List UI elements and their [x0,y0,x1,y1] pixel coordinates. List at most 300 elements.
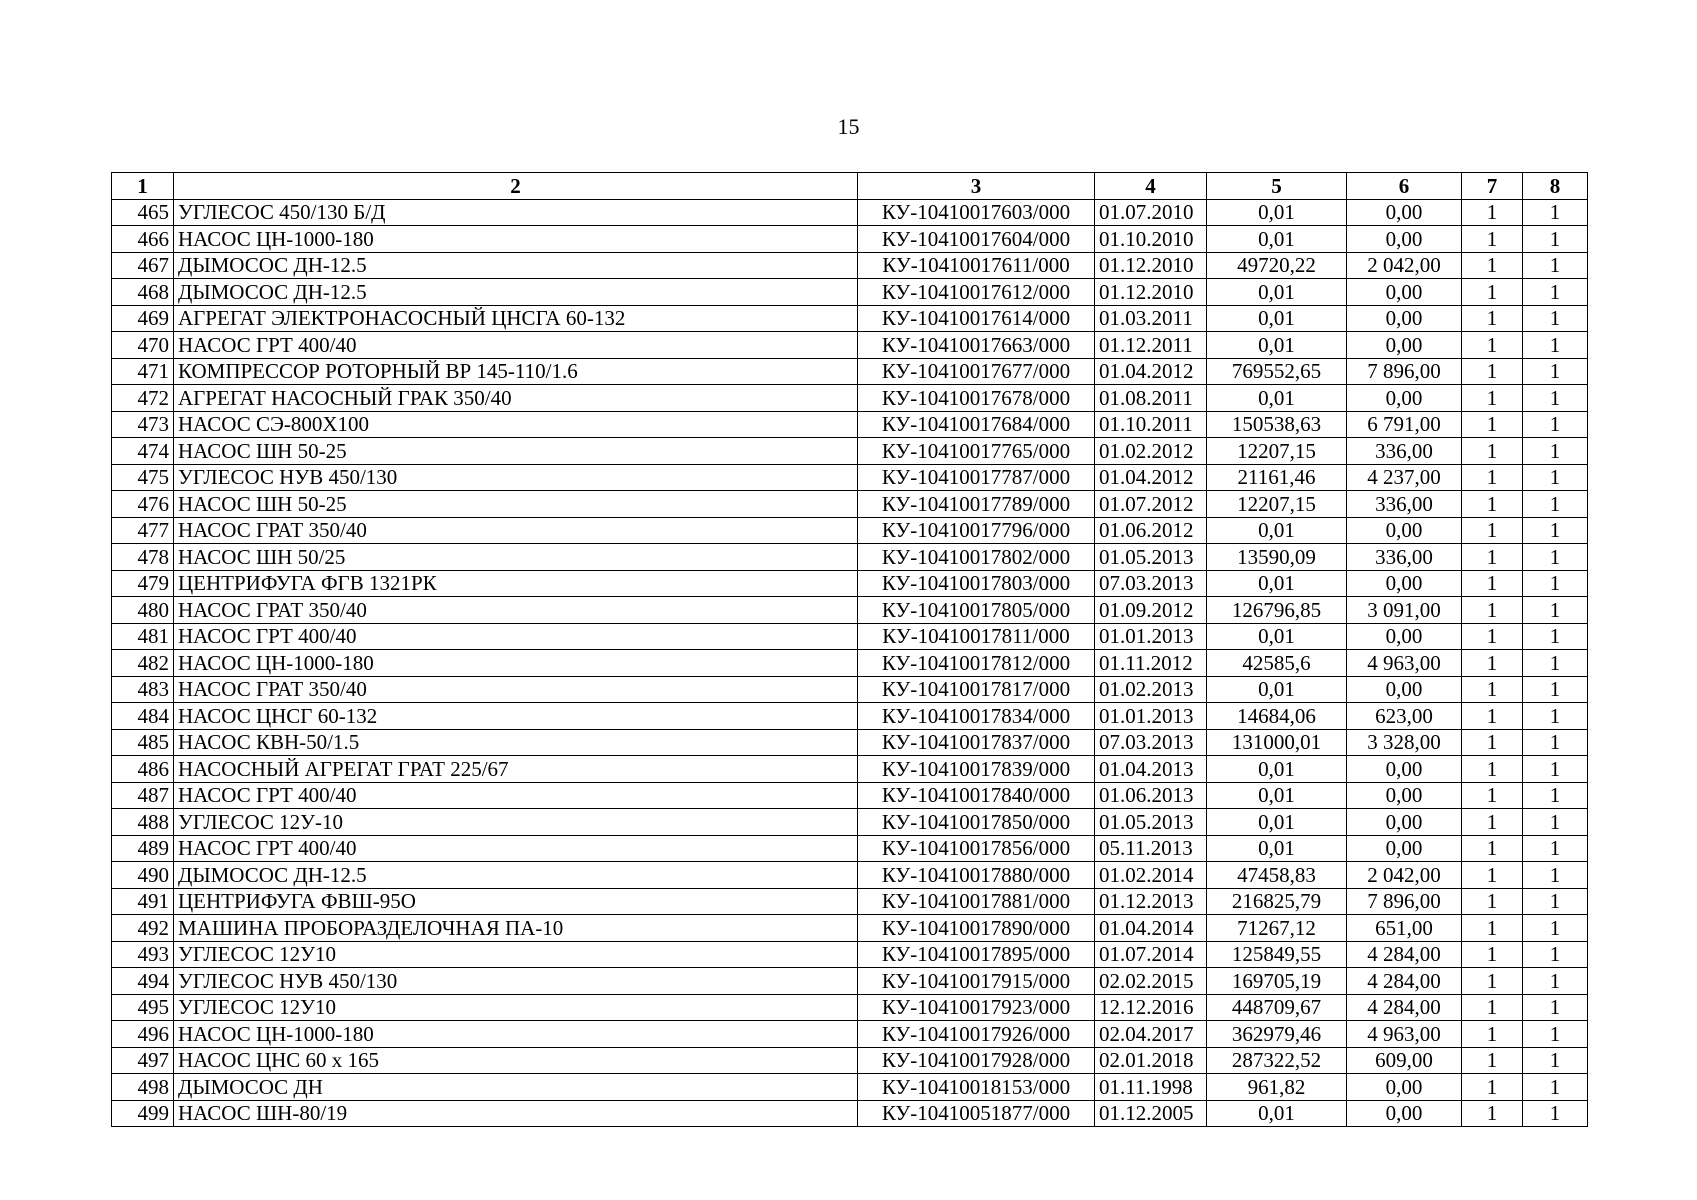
inventory-code-cell: КУ-10410017614/000 [858,305,1095,332]
date-cell: 01.12.2010 [1095,279,1207,306]
value-col6-cell: 0,00 [1347,623,1462,650]
value-col7-cell: 1 [1462,756,1523,783]
item-name-cell: УГЛЕСОС 12У10 [174,994,858,1021]
row-number-cell: 491 [112,888,174,915]
value-col7-cell: 1 [1462,1047,1523,1074]
date-cell: 01.11.1998 [1095,1074,1207,1101]
inventory-code-cell: КУ-10410051877/000 [858,1100,1095,1127]
value-col8-cell: 1 [1523,517,1588,544]
value-col5-cell: 0,01 [1207,226,1347,253]
table-row [112,411,1588,438]
value-col7-cell: 1 [1462,491,1523,518]
value-col6-cell: 336,00 [1347,491,1462,518]
table-row [112,438,1588,465]
row-number-cell: 471 [112,358,174,385]
value-col5-cell: 42585,6 [1207,650,1347,677]
value-col5-cell: 12207,15 [1207,438,1347,465]
column-header: 1 [112,173,174,200]
item-name-cell: УГЛЕСОС 450/130 Б/Д [174,199,858,226]
value-col8-cell: 1 [1523,756,1588,783]
item-name-cell: УГЛЕСОС НУВ 450/130 [174,968,858,995]
column-header: 5 [1207,173,1347,200]
inventory-table [111,172,1588,1127]
item-name-cell: НАСОС ГРТ 400/40 [174,782,858,809]
row-number-cell: 490 [112,862,174,889]
table-row [112,544,1588,571]
value-col7-cell: 1 [1462,1021,1523,1048]
item-name-cell: МАШИНА ПРОБОРАЗДЕЛОЧНАЯ ПА-10 [174,915,858,942]
value-col8-cell: 1 [1523,491,1588,518]
inventory-code-cell: КУ-10410017923/000 [858,994,1095,1021]
value-col7-cell: 1 [1462,915,1523,942]
value-col6-cell: 0,00 [1347,782,1462,809]
value-col8-cell: 1 [1523,703,1588,730]
table-row [112,517,1588,544]
date-cell: 01.04.2012 [1095,358,1207,385]
inventory-code-cell: КУ-10410018153/000 [858,1074,1095,1101]
row-number-cell: 475 [112,464,174,491]
value-col5-cell: 21161,46 [1207,464,1347,491]
date-cell: 01.02.2014 [1095,862,1207,889]
row-number-cell: 483 [112,676,174,703]
item-name-cell: ДЫМОСОС ДН-12.5 [174,252,858,279]
value-col7-cell: 1 [1462,941,1523,968]
inventory-code-cell: КУ-10410017812/000 [858,650,1095,677]
table-body [112,199,1588,1127]
value-col7-cell: 1 [1462,464,1523,491]
value-col6-cell: 0,00 [1347,570,1462,597]
value-col6-cell: 4 284,00 [1347,941,1462,968]
value-col6-cell: 4 963,00 [1347,650,1462,677]
row-number-cell: 470 [112,332,174,359]
value-col6-cell: 651,00 [1347,915,1462,942]
value-col7-cell: 1 [1462,517,1523,544]
value-col7-cell: 1 [1462,729,1523,756]
table-row [112,968,1588,995]
value-col8-cell: 1 [1523,809,1588,836]
date-cell: 01.12.2013 [1095,888,1207,915]
item-name-cell: АГРЕГАТ ЭЛЕКТРОНАСОСНЫЙ ЦНСГА 60-132 [174,305,858,332]
item-name-cell: ДЫМОСОС ДН [174,1074,858,1101]
date-cell: 07.03.2013 [1095,729,1207,756]
value-col5-cell: 0,01 [1207,570,1347,597]
date-cell: 01.05.2013 [1095,809,1207,836]
value-col8-cell: 1 [1523,199,1588,226]
row-number-cell: 466 [112,226,174,253]
table-row [112,1100,1588,1127]
value-col5-cell: 49720,22 [1207,252,1347,279]
table-row [112,676,1588,703]
value-col8-cell: 1 [1523,968,1588,995]
inventory-code-cell: КУ-10410017663/000 [858,332,1095,359]
table-row [112,491,1588,518]
value-col8-cell: 1 [1523,411,1588,438]
value-col6-cell: 0,00 [1347,1100,1462,1127]
inventory-code-cell: КУ-10410017796/000 [858,517,1095,544]
value-col6-cell: 0,00 [1347,279,1462,306]
date-cell: 01.11.2012 [1095,650,1207,677]
date-cell: 01.03.2011 [1095,305,1207,332]
value-col6-cell: 4 237,00 [1347,464,1462,491]
row-number-cell: 467 [112,252,174,279]
inventory-code-cell: КУ-10410017850/000 [858,809,1095,836]
inventory-code-cell: КУ-10410017603/000 [858,199,1095,226]
table-row [112,332,1588,359]
value-col6-cell: 3 091,00 [1347,597,1462,624]
table-row [112,703,1588,730]
table-row [112,915,1588,942]
date-cell: 01.04.2014 [1095,915,1207,942]
inventory-code-cell: КУ-10410017803/000 [858,570,1095,597]
value-col7-cell: 1 [1462,199,1523,226]
value-col8-cell: 1 [1523,226,1588,253]
table-row [112,782,1588,809]
value-col8-cell: 1 [1523,729,1588,756]
inventory-code-cell: КУ-10410017802/000 [858,544,1095,571]
item-name-cell: ЦЕНТРИФУГА ФГВ 1321РК [174,570,858,597]
value-col7-cell: 1 [1462,623,1523,650]
value-col7-cell: 1 [1462,544,1523,571]
inventory-code-cell: КУ-10410017834/000 [858,703,1095,730]
value-col5-cell: 13590,09 [1207,544,1347,571]
row-number-cell: 477 [112,517,174,544]
column-header: 6 [1347,173,1462,200]
date-cell: 01.02.2013 [1095,676,1207,703]
row-number-cell: 469 [112,305,174,332]
item-name-cell: КОМПРЕССОР РОТОРНЫЙ ВР 145-110/1.6 [174,358,858,385]
inventory-code-cell: КУ-10410017856/000 [858,835,1095,862]
date-cell: 01.07.2014 [1095,941,1207,968]
inventory-code-cell: КУ-10410017895/000 [858,941,1095,968]
value-col6-cell: 609,00 [1347,1047,1462,1074]
date-cell: 07.03.2013 [1095,570,1207,597]
inventory-code-cell: КУ-10410017926/000 [858,1021,1095,1048]
value-col6-cell: 0,00 [1347,226,1462,253]
value-col7-cell: 1 [1462,411,1523,438]
value-col7-cell: 1 [1462,782,1523,809]
row-number-cell: 496 [112,1021,174,1048]
item-name-cell: НАСОС ШН 50-25 [174,491,858,518]
row-number-cell: 494 [112,968,174,995]
inventory-code-cell: КУ-10410017837/000 [858,729,1095,756]
row-number-cell: 481 [112,623,174,650]
row-number-cell: 474 [112,438,174,465]
column-header: 4 [1095,173,1207,200]
value-col7-cell: 1 [1462,597,1523,624]
date-cell: 02.01.2018 [1095,1047,1207,1074]
table-row [112,941,1588,968]
value-col7-cell: 1 [1462,676,1523,703]
item-name-cell: НАСОС ГРАТ 350/40 [174,517,858,544]
item-name-cell: НАСОС ЦН-1000-180 [174,650,858,677]
value-col8-cell: 1 [1523,835,1588,862]
value-col5-cell: 0,01 [1207,756,1347,783]
row-number-cell: 499 [112,1100,174,1127]
value-col5-cell: 47458,83 [1207,862,1347,889]
inventory-code-cell: КУ-10410017811/000 [858,623,1095,650]
inventory-code-cell: КУ-10410017611/000 [858,252,1095,279]
value-col6-cell: 0,00 [1347,1074,1462,1101]
table-row [112,252,1588,279]
inventory-code-cell: КУ-10410017839/000 [858,756,1095,783]
date-cell: 01.05.2013 [1095,544,1207,571]
date-cell: 02.04.2017 [1095,1021,1207,1048]
value-col7-cell: 1 [1462,994,1523,1021]
value-col6-cell: 4 284,00 [1347,994,1462,1021]
value-col8-cell: 1 [1523,888,1588,915]
inventory-code-cell: КУ-10410017787/000 [858,464,1095,491]
value-col6-cell: 4 963,00 [1347,1021,1462,1048]
value-col7-cell: 1 [1462,862,1523,889]
value-col8-cell: 1 [1523,332,1588,359]
value-col5-cell: 0,01 [1207,835,1347,862]
date-cell: 01.01.2013 [1095,623,1207,650]
value-col6-cell: 0,00 [1347,385,1462,412]
value-col7-cell: 1 [1462,968,1523,995]
table-row [112,597,1588,624]
inventory-code-cell: КУ-10410017684/000 [858,411,1095,438]
value-col8-cell: 1 [1523,782,1588,809]
table-row [112,464,1588,491]
value-col6-cell: 0,00 [1347,756,1462,783]
value-col5-cell: 0,01 [1207,517,1347,544]
value-col5-cell: 287322,52 [1207,1047,1347,1074]
value-col8-cell: 1 [1523,544,1588,571]
value-col8-cell: 1 [1523,676,1588,703]
value-col8-cell: 1 [1523,941,1588,968]
row-number-cell: 476 [112,491,174,518]
value-col8-cell: 1 [1523,650,1588,677]
column-header: 3 [858,173,1095,200]
value-col5-cell: 0,01 [1207,305,1347,332]
row-number-cell: 497 [112,1047,174,1074]
date-cell: 01.06.2013 [1095,782,1207,809]
value-col5-cell: 126796,85 [1207,597,1347,624]
date-cell: 01.07.2012 [1095,491,1207,518]
value-col5-cell: 169705,19 [1207,968,1347,995]
item-name-cell: НАСОС КВН-50/1.5 [174,729,858,756]
value-col6-cell: 0,00 [1347,517,1462,544]
item-name-cell: НАСОС ЦНС 60 х 165 [174,1047,858,1074]
column-header: 8 [1523,173,1588,200]
value-col8-cell: 1 [1523,1047,1588,1074]
value-col5-cell: 0,01 [1207,809,1347,836]
value-col8-cell: 1 [1523,570,1588,597]
date-cell: 01.12.2005 [1095,1100,1207,1127]
date-cell: 05.11.2013 [1095,835,1207,862]
value-col8-cell: 1 [1523,1100,1588,1127]
column-header: 7 [1462,173,1523,200]
item-name-cell: НАСОС ГРАТ 350/40 [174,597,858,624]
value-col5-cell: 448709,67 [1207,994,1347,1021]
item-name-cell: НАСОСНЫЙ АГРЕГАТ ГРАТ 225/67 [174,756,858,783]
item-name-cell: НАСОС ШН 50-25 [174,438,858,465]
value-col7-cell: 1 [1462,438,1523,465]
value-col5-cell: 14684,06 [1207,703,1347,730]
table-row [112,994,1588,1021]
date-cell: 01.02.2012 [1095,438,1207,465]
value-col5-cell: 0,01 [1207,1100,1347,1127]
inventory-code-cell: КУ-10410017612/000 [858,279,1095,306]
item-name-cell: АГРЕГАТ НАСОСНЫЙ ГРАК 350/40 [174,385,858,412]
value-col6-cell: 0,00 [1347,835,1462,862]
value-col7-cell: 1 [1462,305,1523,332]
value-col8-cell: 1 [1523,252,1588,279]
item-name-cell: НАСОС ГРТ 400/40 [174,623,858,650]
item-name-cell: НАСОС СЭ-800Х100 [174,411,858,438]
table-row [112,756,1588,783]
table-row [112,888,1588,915]
table-row [112,809,1588,836]
table-row [112,623,1588,650]
inventory-code-cell: КУ-10410017890/000 [858,915,1095,942]
item-name-cell: УГЛЕСОС 12У10 [174,941,858,968]
value-col7-cell: 1 [1462,252,1523,279]
table-row [112,226,1588,253]
value-col6-cell: 2 042,00 [1347,252,1462,279]
row-number-cell: 485 [112,729,174,756]
date-cell: 02.02.2015 [1095,968,1207,995]
value-col8-cell: 1 [1523,438,1588,465]
value-col8-cell: 1 [1523,358,1588,385]
value-col7-cell: 1 [1462,226,1523,253]
date-cell: 01.08.2011 [1095,385,1207,412]
row-number-cell: 495 [112,994,174,1021]
item-name-cell: ЦЕНТРИФУГА ФВШ-95О [174,888,858,915]
value-col7-cell: 1 [1462,332,1523,359]
inventory-code-cell: КУ-10410017805/000 [858,597,1095,624]
value-col7-cell: 1 [1462,570,1523,597]
item-name-cell: НАСОС ЦН-1000-180 [174,1021,858,1048]
value-col6-cell: 0,00 [1347,305,1462,332]
table-row [112,358,1588,385]
table-row [112,729,1588,756]
date-cell: 01.10.2011 [1095,411,1207,438]
value-col6-cell: 0,00 [1347,332,1462,359]
value-col6-cell: 4 284,00 [1347,968,1462,995]
row-number-cell: 482 [112,650,174,677]
inventory-code-cell: КУ-10410017928/000 [858,1047,1095,1074]
value-col6-cell: 7 896,00 [1347,888,1462,915]
item-name-cell: НАСОС ШН 50/25 [174,544,858,571]
item-name-cell: НАСОС ГРАТ 350/40 [174,676,858,703]
inventory-code-cell: КУ-10410017881/000 [858,888,1095,915]
value-col7-cell: 1 [1462,1100,1523,1127]
row-number-cell: 492 [112,915,174,942]
item-name-cell: НАСОС ГРТ 400/40 [174,332,858,359]
inventory-code-cell: КУ-10410017915/000 [858,968,1095,995]
value-col7-cell: 1 [1462,650,1523,677]
date-cell: 01.04.2013 [1095,756,1207,783]
value-col5-cell: 0,01 [1207,782,1347,809]
row-number-cell: 488 [112,809,174,836]
row-number-cell: 498 [112,1074,174,1101]
table-row [112,570,1588,597]
value-col7-cell: 1 [1462,358,1523,385]
item-name-cell: НАСОС ЦН-1000-180 [174,226,858,253]
row-number-cell: 478 [112,544,174,571]
value-col6-cell: 6 791,00 [1347,411,1462,438]
item-name-cell: НАСОС ЦНСГ 60-132 [174,703,858,730]
date-cell: 01.12.2010 [1095,252,1207,279]
item-name-cell: НАСОС ШН-80/19 [174,1100,858,1127]
row-number-cell: 484 [112,703,174,730]
row-number-cell: 480 [112,597,174,624]
value-col6-cell: 623,00 [1347,703,1462,730]
inventory-code-cell: КУ-10410017880/000 [858,862,1095,889]
value-col5-cell: 125849,55 [1207,941,1347,968]
value-col8-cell: 1 [1523,1074,1588,1101]
table-row [112,835,1588,862]
header-row [112,173,1588,200]
inventory-code-cell: КУ-10410017817/000 [858,676,1095,703]
value-col5-cell: 769552,65 [1207,358,1347,385]
date-cell: 12.12.2016 [1095,994,1207,1021]
value-col5-cell: 362979,46 [1207,1021,1347,1048]
value-col7-cell: 1 [1462,835,1523,862]
value-col5-cell: 0,01 [1207,332,1347,359]
item-name-cell: УГЛЕСОС 12У-10 [174,809,858,836]
value-col5-cell: 0,01 [1207,623,1347,650]
value-col8-cell: 1 [1523,915,1588,942]
row-number-cell: 487 [112,782,174,809]
value-col8-cell: 1 [1523,1021,1588,1048]
item-name-cell: УГЛЕСОС НУВ 450/130 [174,464,858,491]
value-col8-cell: 1 [1523,305,1588,332]
value-col5-cell: 0,01 [1207,199,1347,226]
value-col6-cell: 336,00 [1347,544,1462,571]
row-number-cell: 489 [112,835,174,862]
value-col8-cell: 1 [1523,862,1588,889]
value-col6-cell: 0,00 [1347,199,1462,226]
date-cell: 01.06.2012 [1095,517,1207,544]
value-col7-cell: 1 [1462,385,1523,412]
value-col5-cell: 150538,63 [1207,411,1347,438]
item-name-cell: НАСОС ГРТ 400/40 [174,835,858,862]
value-col5-cell: 71267,12 [1207,915,1347,942]
value-col7-cell: 1 [1462,809,1523,836]
value-col5-cell: 12207,15 [1207,491,1347,518]
row-number-cell: 468 [112,279,174,306]
row-number-cell: 479 [112,570,174,597]
value-col8-cell: 1 [1523,597,1588,624]
value-col5-cell: 0,01 [1207,676,1347,703]
value-col8-cell: 1 [1523,464,1588,491]
table-row [112,1021,1588,1048]
value-col8-cell: 1 [1523,623,1588,650]
inventory-code-cell: КУ-10410017789/000 [858,491,1095,518]
table-row [112,305,1588,332]
date-cell: 01.07.2010 [1095,199,1207,226]
value-col7-cell: 1 [1462,279,1523,306]
date-cell: 01.12.2011 [1095,332,1207,359]
table-row [112,385,1588,412]
value-col6-cell: 0,00 [1347,676,1462,703]
date-cell: 01.01.2013 [1095,703,1207,730]
value-col6-cell: 0,00 [1347,809,1462,836]
value-col6-cell: 3 328,00 [1347,729,1462,756]
inventory-code-cell: КУ-10410017604/000 [858,226,1095,253]
value-col7-cell: 1 [1462,703,1523,730]
table-row [112,1074,1588,1101]
value-col6-cell: 7 896,00 [1347,358,1462,385]
row-number-cell: 472 [112,385,174,412]
date-cell: 01.04.2012 [1095,464,1207,491]
item-name-cell: ДЫМОСОС ДН-12.5 [174,279,858,306]
inventory-code-cell: КУ-10410017765/000 [858,438,1095,465]
row-number-cell: 465 [112,199,174,226]
row-number-cell: 473 [112,411,174,438]
